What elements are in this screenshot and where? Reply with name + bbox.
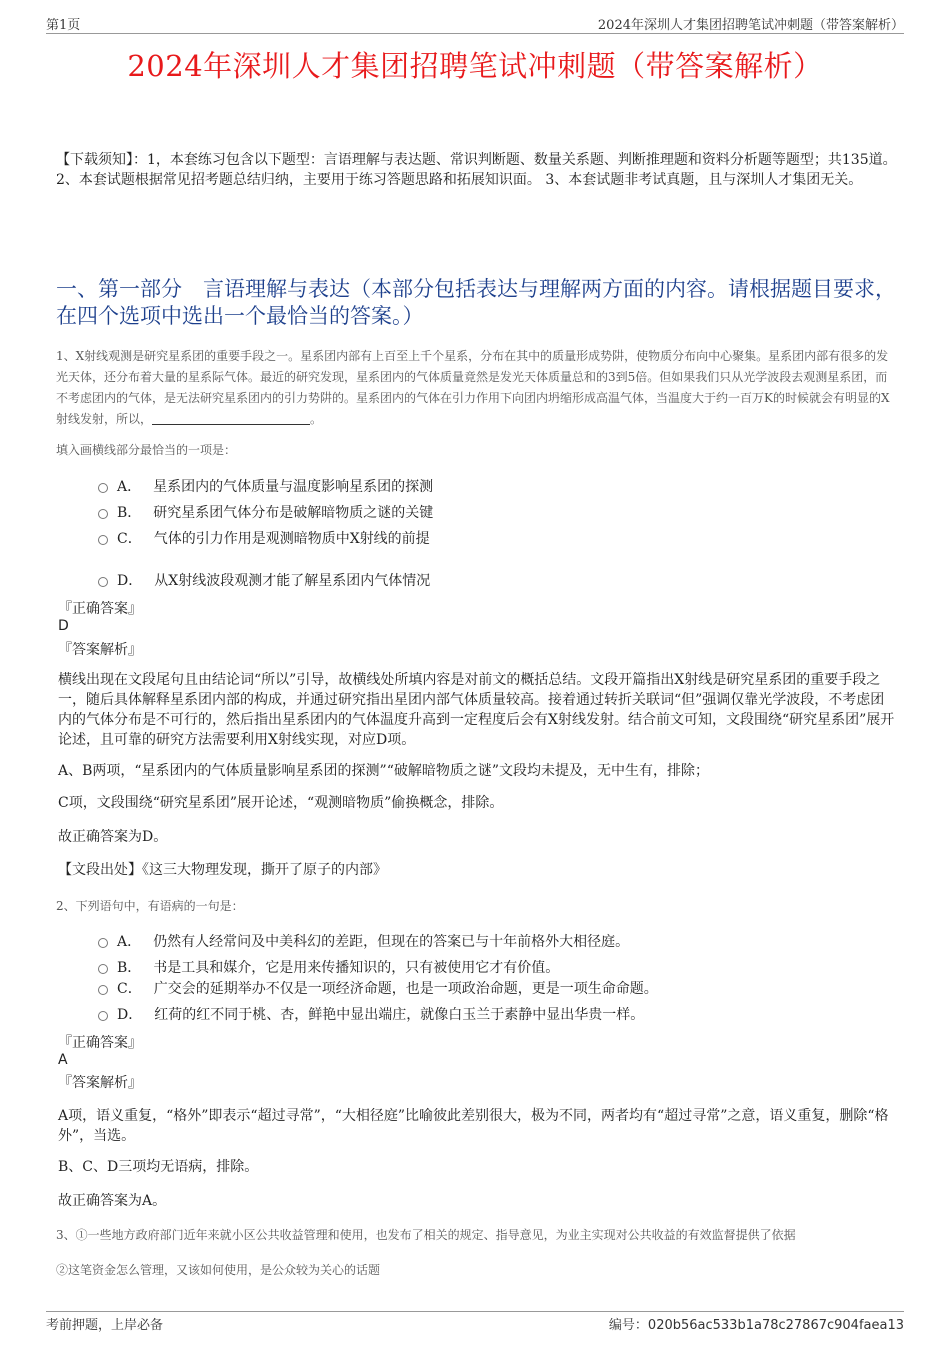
question-3-stem-line: 3、①一些地方政府部门近年来就小区公共收益管理和使用，也发布了相关的规定、指导意见，为业主实现对公共收益的有效监督提供了依据 [56,1228,796,1242]
radio-icon[interactable] [98,535,108,545]
analysis-paragraph: B、C、D三项均无语病，排除。 [58,1159,259,1175]
question-1-option-c[interactable]: C． 气体的引力作用是观测暗物质中X射线的前提 [98,528,430,548]
question-1-option-a[interactable]: A． 星系团内的气体质量与温度影响星系团的探测 [98,476,433,496]
radio-icon[interactable] [98,509,108,519]
page-number: 第1页 [46,18,81,33]
radio-icon[interactable] [98,938,108,948]
analysis-paragraph: 故正确答案为A。 [58,1193,167,1209]
question-2-option-b[interactable]: B． 书是工具和媒介，它是用来传播知识的，只有被使用它才有价值。 [98,957,559,977]
source-citation: 【文段出处】《这三大物理发现，撕开了原子的内部》 [58,862,387,878]
radio-icon[interactable] [98,985,108,995]
analysis-paragraph: 故正确答案为D。 [58,829,168,845]
analysis-paragraph: A项，语义重复，“格外”即表示“超过寻常”，“大相径庭”比喻彼此差别很大，极为不同，两者均有“超过寻常”之意，语义重复，删除“格外”，当选。 [58,1108,889,1144]
question-3-stem-line: ②这笔资金怎么管理，又该如何使用，是公众较为关心的话题 [56,1263,381,1277]
radio-icon[interactable] [98,577,108,587]
footer-divider [46,1311,904,1312]
question-2-option-c[interactable]: C． 广交会的延期举办不仅是一项经济命题，也是一项政治命题，更是一项生命命题。 [98,978,658,998]
question-1-stem: 1、X射线观测是研究星系团的重要手段之一。星系团内部有上百至上千个星系，分布在其中的质量形成势阱，使物质分布向中心聚集。星系团内部有很多的发光天体，还分布着大量的星系际气体。最近的研究发现，星系团内的气体质量竟然是发光天体质量总和的3到5倍。但如果我们只从光学波段去观测星系团，而不考虑团内的气体，是无法研究星系团内的引力势阱的。星系团内的气体在引力作用下向团内坍缩形成高温气体，当温度大于约一百万K的时候就会有明显的X射线发射，所以， 。 [56,349,890,426]
fill-blank [152,412,310,425]
radio-icon[interactable] [98,964,108,974]
analysis-paragraph: C项，文段围绕“研究星系团”展开论述，“观测暗物质”偷换概念，排除。 [58,795,504,811]
question-1-prompt: 填入画横线部分最恰当的一项是： [56,443,237,457]
question-1-stem-text: 1、X射线观测是研究星系团的重要手段之一。星系团内部有上百至上千个星系，分布在其中的质量形成势阱，使物质分布向中心聚集。星系团内部有很多的发光天体，还分布着大量的星系际气体。最近的研究发现，星系团内的气体质量竟然是发光天体质量总和的3到5倍。但如果我们只从光学波段去观测星系团，而不考虑团内的气体，是无法研究星系团内的引力势阱的。星系团内的气体在引力作用下向团内坍缩形成高温气体，当温度大于约一百万K的时候就会有明显的X射线发射，所以， [56,349,890,426]
question-1-option-d[interactable]: D． 从X射线波段观测才能了解星系团内气体情况 [98,570,430,590]
header-doc-title: 2024年深圳人才集团招聘笔试冲刺题（带答案解析） [597,18,904,33]
correct-answer: A [58,1052,68,1068]
radio-icon[interactable] [98,1011,108,1021]
correct-answer: D [58,618,69,634]
section-title: 一、第一部分 言语理解与表达（本部分包括表达与理解两方面的内容。请根据题目要求，在四个选项中选出一个最恰当的答案。） [56,277,896,328]
radio-icon[interactable] [98,483,108,493]
document-code: 编号：020b56ac533b1a78c27867c904faea13 [608,1318,904,1333]
question-2-option-d[interactable]: D． 红荷的红不同于桃、杏，鲜艳中显出端庄，就像白玉兰于素静中显出华贵一样。 [98,1004,644,1024]
header-divider [46,33,904,34]
question-2-stem: 2、下列语句中，有语病的一句是： [56,899,244,913]
question-1-option-b[interactable]: B． 研究星系团气体分布是破解暗物质之谜的关键 [98,502,433,522]
analysis-paragraph: 横线出现在文段尾句且由结论词“所以”引导，故横线处所填内容是对前文的概括总结。文段开篇指出X射线是研究星系团的重要手段之一，随后具体解释星系团内部的构成，并通过研究指出星团内部气体质量较高。接着通过转折关联词“但”强调仅靠光学波段，不考虑团内的气体分布是不可行的，然后指出星系团内的气体温度升高到一定程度后会有X射线发射。结合前文可知，文段围绕“研究星系团”展开论述，且可靠的研究方法需要利用X射线实现，对应D项。 [58,672,895,748]
footer-slogan: 考前押题，上岸必备 [46,1318,164,1333]
download-notice: 【下载须知】：1，本套练习包含以下题型：言语理解与表达题、常识判断题、数量关系题、判断推理题和资料分析题等题型；共135道。 2、本套试题根据常见招考题总结归纳，主要用于练习答题思路和拓展知识面。 3、本套试题非考试真题，且与深圳人才集团无关。 [56,152,897,188]
question-2-option-a[interactable]: A． 仍然有人经常问及中美科幻的差距，但现在的答案已与十年前格外大相径庭。 [98,931,629,951]
answer-label: 『正确答案』 [58,601,142,617]
analysis-label: 『答案解析』 [58,642,142,658]
answer-label: 『正确答案』 [58,1035,142,1051]
analysis-paragraph: A、B两项，“星系团内的气体质量影响星系团的探测”“破解暗物质之谜”文段均未提及，无中生有，排除； [58,763,710,779]
analysis-label: 『答案解析』 [58,1075,142,1091]
document-title: 2024年深圳人才集团招聘笔试冲刺题（带答案解析） [127,49,823,83]
